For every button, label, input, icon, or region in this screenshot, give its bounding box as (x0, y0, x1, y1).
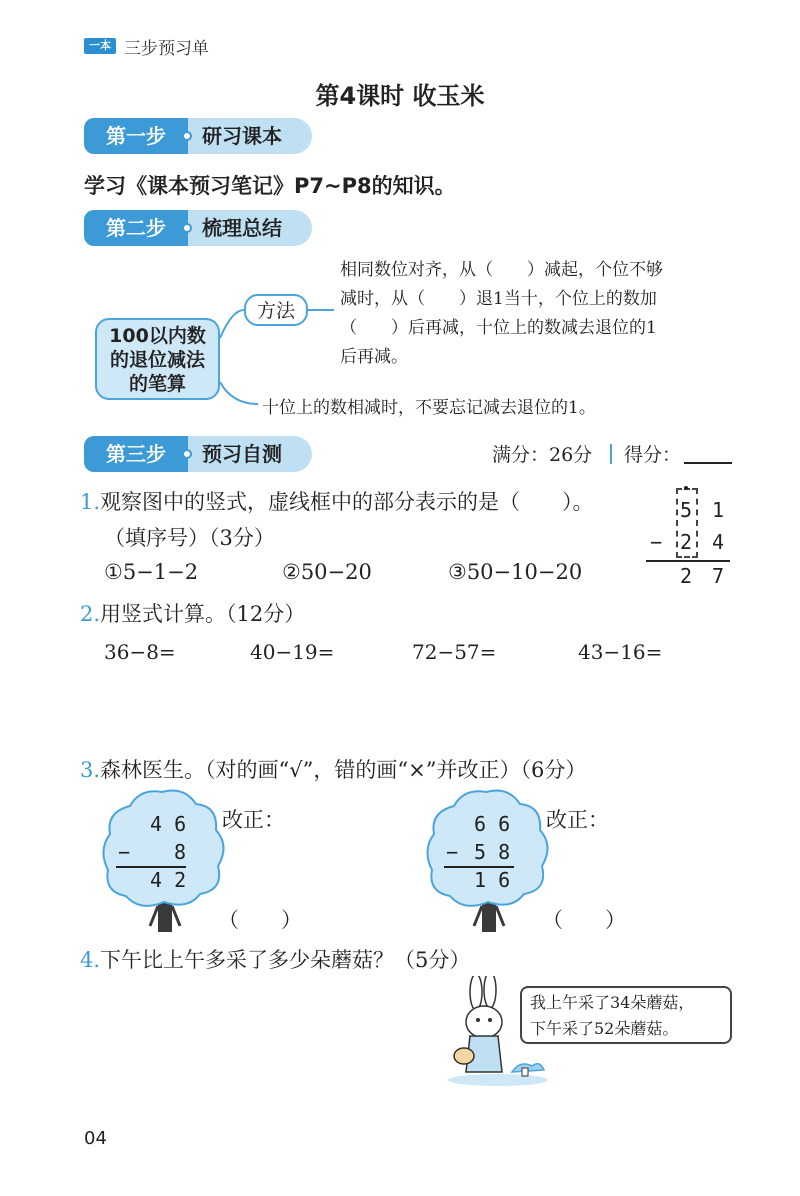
method-line: 后再减。 (340, 347, 408, 367)
borrow-dot-icon (684, 486, 688, 490)
header-title: 三步预习单 (124, 39, 209, 59)
tree2-operator: − (446, 840, 459, 864)
q2-problem: 43−16= (578, 640, 663, 664)
step1-text: 学习《课本预习笔记》P7~P8的知识。 (84, 174, 456, 198)
tree2-result: 1 6 (474, 868, 511, 892)
q1-mid-tens: 2 (680, 530, 693, 554)
step1-name: 研习课本 (188, 118, 312, 154)
mindmap-center (95, 318, 220, 400)
q1-result-ones: 7 (712, 564, 725, 588)
q2-problem: 40−19= (250, 640, 335, 664)
step3-number: 第三步 (84, 436, 188, 472)
tree1-top: 4 6 (150, 812, 187, 836)
full-score: 满分：26分 (492, 444, 593, 466)
q1-top-tens: 5 (680, 498, 693, 522)
center-line-3: 的笔算 (128, 373, 186, 395)
score-label: 得分： (624, 444, 682, 466)
q2-text (80, 598, 305, 628)
q2-question: 用竖式计算。（12分） (100, 602, 306, 626)
q1-number: 1. (80, 490, 101, 514)
q1-mid-ones: 4 (712, 530, 725, 554)
q4-question: 下午比上午多采了多少朵蘑菇？（5分） (100, 948, 471, 972)
q1-option-2[interactable]: ②50−20 (282, 560, 372, 584)
speech-bubble (520, 986, 732, 1044)
method-line: 相同数位对齐，从（ ）减起，个位不够 (340, 260, 663, 280)
q3-number: 3. (80, 758, 101, 782)
q1-option-1[interactable]: ①5−1−2 (104, 560, 199, 584)
page-number: 04 (84, 1128, 107, 1149)
q4-number: 4. (80, 948, 101, 972)
publisher-logo: 一本 (84, 38, 116, 54)
tree1-mid: 8 (174, 840, 187, 864)
tree2-top: 6 6 (474, 812, 511, 836)
step2-number: 第二步 (84, 210, 188, 246)
q1-top-ones: 1 (712, 498, 725, 522)
step2-name: 梳理总结 (188, 210, 312, 246)
tree1-fix-label: 改正： (222, 808, 285, 832)
q1-subtext: （填序号）（3分） (104, 526, 275, 550)
q3-text (80, 754, 586, 784)
q1-calc-line (646, 560, 730, 562)
step-dot-icon (182, 449, 192, 459)
step3-name: 预习自测 (188, 436, 312, 472)
step1-number: 第一步 (84, 118, 188, 154)
score-input[interactable] (684, 462, 732, 464)
tree1-result: 4 2 (150, 868, 187, 892)
q1-text (80, 486, 594, 516)
q4-text (80, 944, 470, 974)
q2-problem: 36−8= (104, 640, 176, 664)
center-line-1: 100以内数 (109, 325, 206, 347)
q1-result-tens: 2 (680, 564, 693, 588)
q2-problem: 72−57= (412, 640, 497, 664)
speech-line: 下午采了52朵蘑菇。 (530, 1019, 679, 1038)
q3-question: 森林医生。（对的画“√”，错的画“×”并改正）（6分） (100, 758, 587, 782)
method-description (340, 256, 740, 372)
q1-operator: − (650, 530, 663, 554)
tree2-fix-label: 改正： (546, 808, 609, 832)
method-line: 减时，从（ ）退1当十，个位上的数加 (340, 289, 657, 309)
score-divider (610, 444, 612, 464)
tree1-answer[interactable]: （ ） (218, 908, 302, 932)
tree1-operator: − (118, 840, 131, 864)
center-line-2: 的退位减法 (109, 349, 205, 371)
mindmap-note: 十位上的数相减时，不要忘记减去退位的1。 (262, 398, 596, 418)
tree2-answer[interactable]: （ ） (542, 908, 626, 932)
step3-badge (84, 436, 314, 472)
tree2-mid: 5 8 (474, 840, 511, 864)
lesson-title: 第4课时 收玉米 (315, 82, 485, 110)
q1-question: 观察图中的竖式，虚线框中的部分表示的是（ ）。 (100, 490, 594, 514)
q2-number: 2. (80, 602, 101, 626)
q1-option-3[interactable]: ③50−10−20 (448, 560, 583, 584)
method-label: 方法 (244, 294, 308, 326)
speech-line: 我上午采了34朵蘑菇， (530, 993, 695, 1012)
method-line: （ ）后再减，十位上的数减去退位的1 (340, 318, 657, 338)
